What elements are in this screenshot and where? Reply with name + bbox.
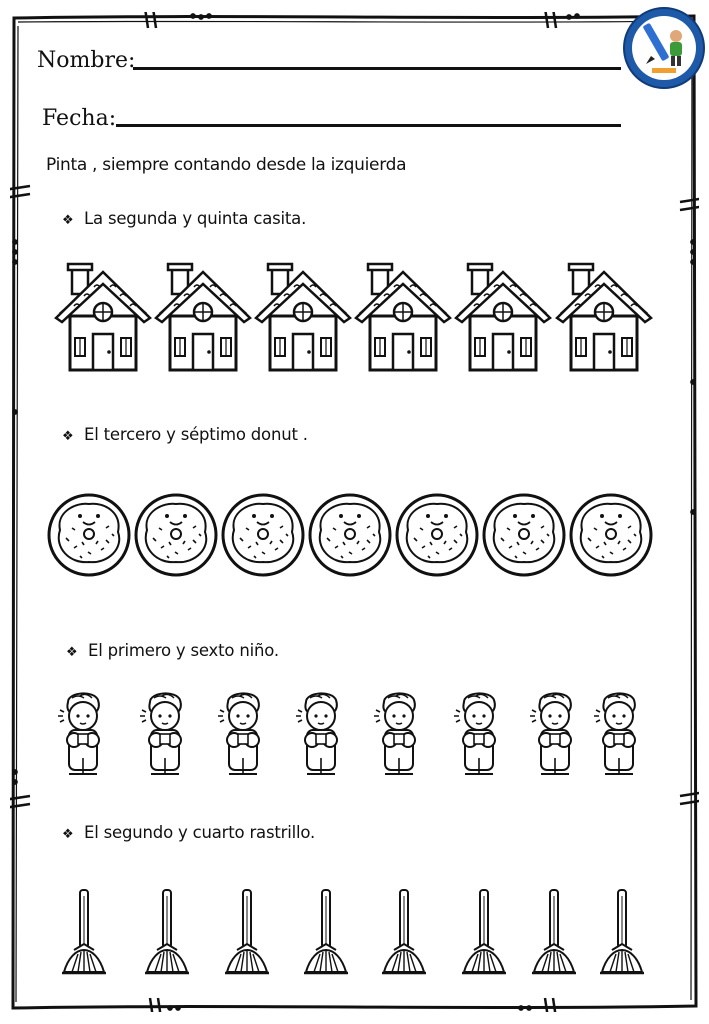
instructions-text: Pinta , siempre contando desde la izquierda [46, 155, 407, 175]
diamond-bullet-icon: ❖ [62, 429, 74, 444]
house-icon[interactable] [555, 262, 653, 378]
task-4-text: El segundo y cuarto rastrillo. [84, 823, 315, 842]
rake-icon[interactable] [530, 888, 578, 980]
task-1-text: La segunda y quinta casita. [84, 209, 307, 228]
boy-icon[interactable] [290, 688, 352, 784]
house-icon[interactable] [254, 262, 352, 378]
task-4-label [62, 823, 315, 842]
date-input-line[interactable] [116, 124, 621, 127]
boy-icon[interactable] [368, 688, 430, 784]
task-2-label [62, 425, 308, 444]
pencil-logo-icon [622, 6, 706, 90]
boys-row [0, 688, 709, 780]
diamond-bullet-icon: ❖ [62, 827, 74, 842]
rake-icon[interactable] [223, 888, 271, 980]
diamond-bullet-icon: ❖ [62, 213, 74, 228]
task-3-label [66, 641, 279, 660]
house-icon[interactable] [454, 262, 552, 378]
donut-icon[interactable] [133, 492, 219, 582]
task-1-label [62, 209, 306, 228]
donut-icon[interactable] [46, 492, 132, 582]
boy-icon[interactable] [588, 688, 650, 784]
donut-icon[interactable] [568, 492, 654, 582]
rake-icon[interactable] [60, 888, 108, 980]
name-input-line[interactable] [133, 67, 621, 70]
rake-icon[interactable] [598, 888, 646, 980]
house-icon[interactable] [154, 262, 252, 378]
diamond-bullet-icon: ❖ [66, 645, 78, 660]
boy-icon[interactable] [448, 688, 510, 784]
date-field [42, 106, 116, 131]
donut-icon[interactable] [394, 492, 480, 582]
house-icon[interactable] [354, 262, 452, 378]
rakes-row [0, 888, 709, 976]
rake-icon[interactable] [302, 888, 350, 980]
house-icon[interactable] [54, 262, 152, 378]
boy-icon[interactable] [52, 688, 114, 784]
donut-icon[interactable] [307, 492, 393, 582]
boy-icon[interactable] [212, 688, 274, 784]
task-3-text: El primero y sexto niño. [88, 641, 279, 660]
rake-icon[interactable] [460, 888, 508, 980]
houses-row [0, 262, 709, 374]
donut-icon[interactable] [481, 492, 567, 582]
name-field [37, 48, 135, 73]
boy-icon[interactable] [134, 688, 196, 784]
date-label: Fecha: [42, 106, 117, 131]
rake-icon[interactable] [143, 888, 191, 980]
boy-icon[interactable] [524, 688, 586, 784]
task-2-text: El tercero y séptimo donut . [84, 425, 308, 444]
name-label: Nombre: [37, 48, 136, 73]
donut-icon[interactable] [220, 492, 306, 582]
rake-icon[interactable] [380, 888, 428, 980]
donuts-row [0, 492, 709, 578]
